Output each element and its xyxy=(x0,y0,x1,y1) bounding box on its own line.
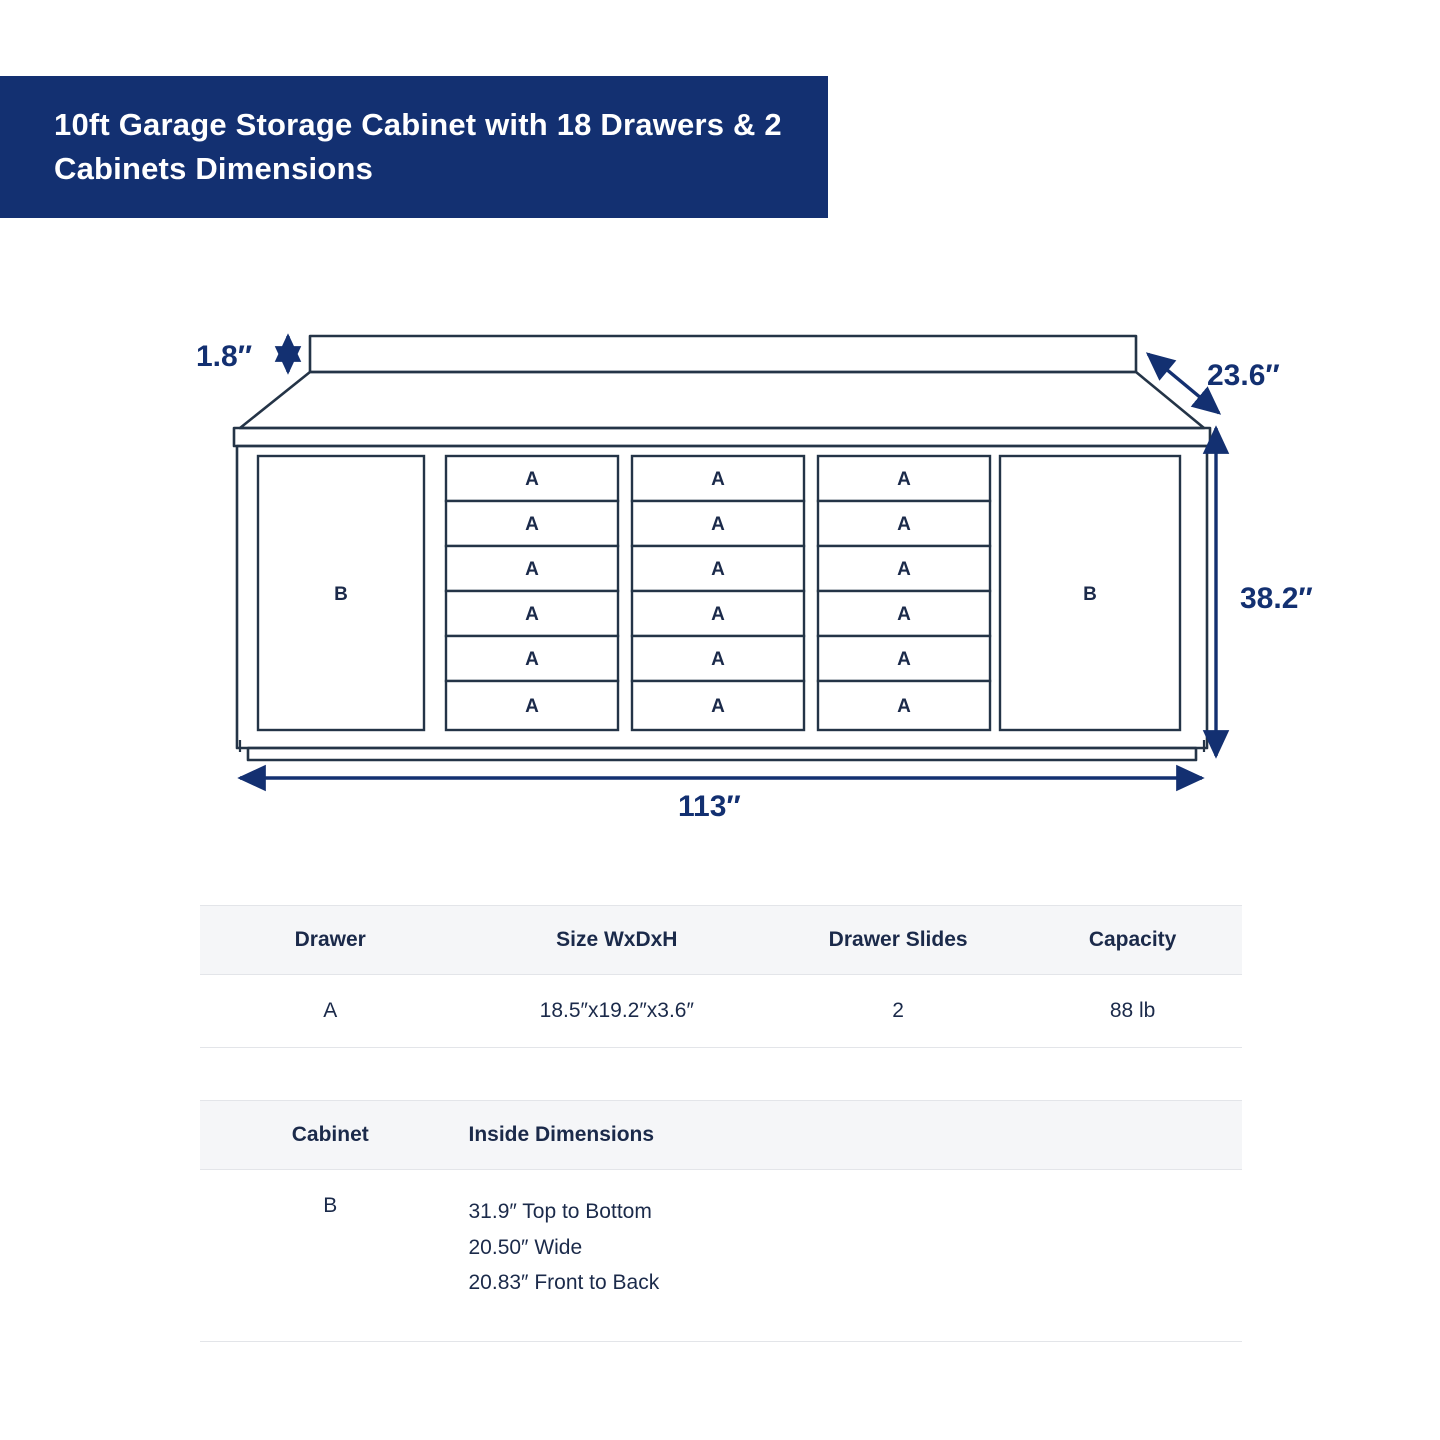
cell-inside-dimensions xyxy=(461,1170,1243,1342)
svg-text:A: A xyxy=(525,514,539,536)
svg-text:A: A xyxy=(897,649,911,671)
cabinet-dim-front-to-back: 20.83″ Front to Back xyxy=(468,1271,660,1295)
svg-text:A: A xyxy=(525,696,539,718)
cabinet-dim-wide: 20.50″ Wide xyxy=(468,1235,583,1259)
cell-slides: 2 xyxy=(773,975,1023,1048)
dim-width: 113″ xyxy=(678,790,741,823)
svg-text:A: A xyxy=(525,604,539,626)
svg-text:A: A xyxy=(711,604,725,626)
dim-top-lip: 1.8″ xyxy=(196,340,253,373)
cabinet-table xyxy=(200,1100,1242,1342)
col-cabinet: Cabinet xyxy=(200,1101,461,1170)
svg-text:A: A xyxy=(897,696,911,718)
page-title: 10ft Garage Storage Cabinet with 18 Drawers & 2 Cabinets Dimensions xyxy=(54,106,782,186)
dim-height: 38.2″ xyxy=(1240,582,1313,615)
table-header-row xyxy=(200,906,1242,975)
svg-text:A: A xyxy=(897,514,911,536)
svg-text:A: A xyxy=(711,559,725,581)
cell-size: 18.5″x19.2″x3.6″ xyxy=(461,975,774,1048)
cabinet-letter-left: B xyxy=(334,584,348,606)
svg-text:A: A xyxy=(525,469,539,491)
cabinet-dimension-diagram xyxy=(0,300,1440,860)
dim-depth: 23.6″ xyxy=(1207,359,1280,392)
table-header-row xyxy=(200,1101,1242,1170)
cell-capacity: 88 lb xyxy=(1023,975,1242,1048)
col-inside-dimensions: Inside Dimensions xyxy=(461,1101,1243,1170)
drawer-table xyxy=(200,905,1242,1048)
title-banner xyxy=(0,76,828,218)
col-slides: Drawer Slides xyxy=(773,906,1023,975)
svg-text:A: A xyxy=(711,469,725,491)
col-capacity: Capacity xyxy=(1023,906,1242,975)
cell-drawer: A xyxy=(200,975,461,1048)
svg-text:A: A xyxy=(711,514,725,536)
svg-text:A: A xyxy=(897,469,911,491)
svg-text:A: A xyxy=(711,696,725,718)
col-drawer: Drawer xyxy=(200,906,461,975)
svg-text:A: A xyxy=(897,604,911,626)
table-row xyxy=(200,975,1242,1048)
cabinet-letter-right: B xyxy=(1083,584,1097,606)
table-row xyxy=(200,1170,1242,1342)
svg-text:A: A xyxy=(525,649,539,671)
cabinet-dim-top-to-bottom: 31.9″ Top to Bottom xyxy=(468,1200,652,1223)
col-size: Size WxDxH xyxy=(461,906,774,975)
specification-tables xyxy=(200,905,1242,1342)
svg-text:A: A xyxy=(525,559,539,581)
svg-text:A: A xyxy=(711,649,725,671)
svg-text:A: A xyxy=(897,559,911,581)
cell-cabinet: B xyxy=(200,1170,461,1342)
